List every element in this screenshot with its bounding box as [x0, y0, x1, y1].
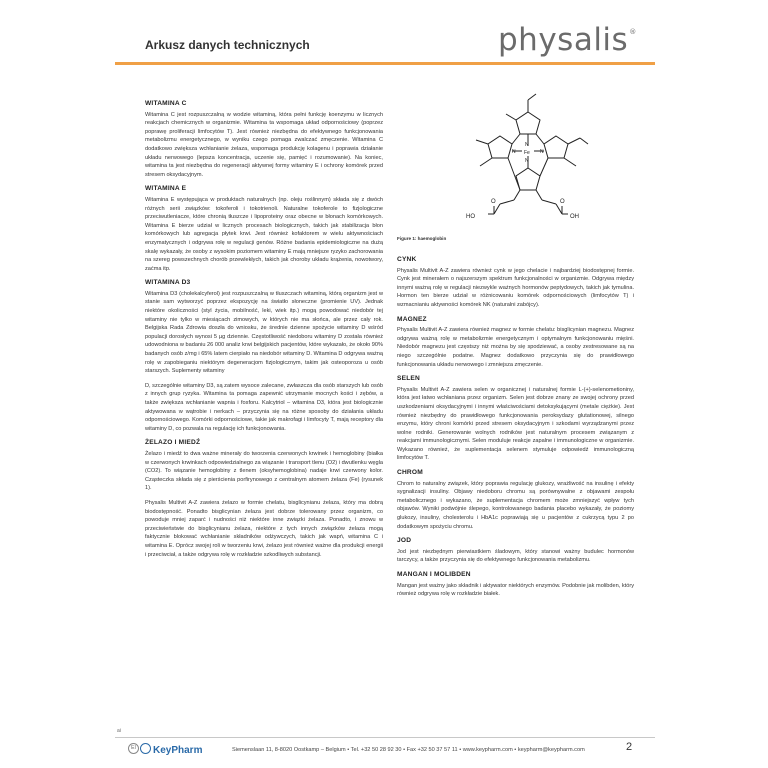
- pyrrole-ring-right: [544, 136, 568, 158]
- section-title: SELEN: [397, 375, 420, 383]
- physalis-logo: [498, 22, 637, 58]
- paragraph: Physalis Multivit A-Z zawiera również magnez w formie chelatu: bisglicynian magnezu. Magnez odgrywa ważną rolę w metabolizmie energetycznym i optymalnym funkcjonowaniu mięśni. Niedobór magnezu jest częstszy niż można by się spodziewać, a osoby zestresowane są na niego szczególnie podatne. Magnez dodatkowo przyczynia się do prawidłowego funkcjonowania układu nerwowego i zmniejsza zmęczenie.: [397, 327, 634, 368]
- keypharm-icon: [140, 743, 151, 754]
- footer-address: Siemenslaan 11, 8-8020 Oostkamp – Belgium • Tel. +32 50 28 92 30 • Fax +32 50 37 57 11 • www.keypharm.com • keypharm@keypharm.com: [232, 747, 585, 753]
- section-zinc: [397, 256, 634, 310]
- pyrrole-ring-bottom: [516, 168, 540, 190]
- section-vitamin-e: [145, 185, 383, 273]
- section-title: WITAMINA E: [145, 185, 187, 193]
- section-title: MANGAN I MOLIBDEN: [397, 571, 471, 578]
- section-title: MAGNEZ: [397, 315, 427, 323]
- page-number: 2: [626, 741, 633, 753]
- keypharm-brand-text: KeyPharm: [153, 745, 203, 756]
- paragraph: Mangan jest ważny jako składnik i aktywator niektórych enzymów. Podobnie jak molibden, który również odgrywa rolę w rozkładzie białek.: [397, 582, 634, 598]
- section-title: CHROM: [397, 469, 423, 477]
- atom-n-bottom: N: [525, 158, 529, 164]
- paragraph: Żelazo i miedź to dwa ważne minerały do tworzenia czerwonych krwinek i hemoglobiny (białka w czerwonych krwinkach odpowiedzialnego za wiązanie i transport tlenu (O2) i dwutlenku węgla (CO2). To wiązanie hemoglobiny z tlenem (oksyhemoglobina) nadaje krwi czerwony kolor. Cząsteczka składa się z pierścienia porfirynowego z centralnym atomem żelaza (Fe) (rysunek 1).: [145, 450, 383, 492]
- page-header-title: Arkusz danych technicznych: [145, 38, 310, 52]
- footer-rule: [115, 737, 655, 738]
- paragraph: Physalis Multivit A-Z zawiera selen w organicznej i naturalnej formie L-(+)-selenometioniny, która jest łatwo wchłaniana przez organizm. Selen jest dobrze znany ze swojej ochrony przed uszkodzeniami oksydacyjnymi i innymi właściwościami detoksykującymi (metale ciężkie). Jest również niezbędny do prawidłowego funkcjonowania peroksydazy glutationowej, silnego enzymu, który chroni komórki przed stresem oksydacyjnym i szkodami wyrządzanymi przez wolne rodniki. Generowanie wolnych rodników jest naturalnym procesem związanym z reakcjami immunologicznymi. Selen moduluje reakcje zapalne i immunologiczne w organizmie. Wykazano również, że suplementacja selenem stymuluje odpowiedź immunologiczną limfocytów T.: [397, 386, 634, 462]
- keypharm-logo: [140, 743, 202, 756]
- section-title: WITAMINA C: [145, 100, 187, 107]
- section-title: WITAMINA D3: [145, 279, 191, 287]
- section-vitamin-d3: [145, 279, 383, 433]
- paragraph: Witamina E występująca w produktach naturalnych (np. oleju roślinnym) składa się z dwóch różnych serii związków: tokoferoli i tokotrienoli. Naturalne tokoferole to fizjologiczne przeciwutleniacze, które chronią tłuszcze i lipoproteiny oraz obecne w błonach komórkowych. Witamina E bierze udział w licznych procesach biologicznych, takich jak stabilizacja błon komórkowych lub agregacja płytek krwi. Jest również kofaktorem w wielu aktywnościach enzymatycznych i odgrywa rolę w regulacji genów. Różne badania epidemiologiczne na dużą skalę wykazały, że osoby z wysokim poziomem witaminy E mają mniejsze ryzyko zachorowania na szereg powszechnych chorób przewlekłych, takich jak choroby układu krążenia, nowotwory, zaćma itp.: [145, 196, 383, 272]
- section-iron-copper: [145, 439, 383, 559]
- section-manganese-molybdenum: [397, 571, 634, 599]
- registered-mark: ®: [629, 28, 637, 36]
- section-magnesium: [397, 316, 634, 370]
- section-chromium: [397, 469, 634, 531]
- label-oh: OH: [570, 214, 579, 220]
- paragraph: Chrom to naturalny związek, który poprawia regulację glukozy, wrażliwość na insulinę i efekty sygnalizacji insuliny. Objawy niedoboru chromu są porównywalne z objawami zespołu metabolicznego i wykazano, że suplementacja chromem może zmniejszyć wpływ tych objawów. Wyniki podwójnie ślepego, kontrolowanego badania placebo wykazały, że poziomy glukozy, insuliny, cholesterolu i HbA1c poprawiają się u pacjentów z cukrzycą typu 2 po dodatkowym spożyciu chromu.: [397, 480, 634, 530]
- atom-n-top: N: [525, 142, 529, 148]
- logo-text: physalis: [498, 22, 629, 58]
- right-column: [397, 256, 634, 605]
- atom-fe: Fe: [524, 150, 530, 156]
- paragraph: Witamina C jest rozpuszczalną w wodzie witaminą, która pełni funkcję koenzymu w licznych reakcjach chemicznych w organizmie. Witamina ta wspomaga układ odpornościowy (poprzez poprawę proliferacji limfocytów T). Jest również niezbędna do efektywnego funkcjonowania metabolizmu energetycznego, w wyniku czego pomaga zwalczać zmęczenie. Witamina C dodatkowo zwiększa wchłanianie żelaza, wspomaga produkcję kolagenu i poprawia działanie układu nerwowego (lepsza koncentracja, uczenie się, pamięć i rozumowanie). Na koniec, witamina ta jest niezbędna do regeneracji aktywnej formy witaminy E i ochrony komórek przed stresem oksydacyjnym.: [145, 111, 383, 178]
- left-column: [145, 100, 383, 565]
- section-vitamin-c: [145, 100, 383, 179]
- section-title: JOD: [397, 537, 412, 545]
- pyrrole-ring-left: [488, 136, 512, 158]
- section-selenium: [397, 375, 634, 463]
- paragraph: D, szczególnie witaminy D3, są zatem wysoce zalecane, zwłaszcza dla osób starszych lub osób z innych grup ryzyka. Witamina ta pomaga zapewnić utrzymanie mocnych kości i zębów, a także zwiększa wchłanianie wapnia i fosforu. Kalcytriol – witamina D3, która jest biologicznie aktywowana w wątrobie i nerkach – przyczynia się na różne sposoby do działania układu odpornościowego. Komórki odpornościowe, takie jak makrofagi i limfocyty T, mają receptory dla witaminy D, co pozwala na regulację ich funkcjonowania.: [145, 382, 383, 432]
- paragraph: Physalis Multivit A-Z zawiera również cynk w jego chelacie i najbardziej biodostępnej formie. Cynk jest minerałem o najszerszym spektrum funkcjonalności w organizmie. Odgrywa między innymi ważną rolę w regulacji niezwykle ważnych hormonów peptydowych, takich jak tymulina. Hormon ten bierze udział w różnicowaniu komórek odpornościowych (limfocytów T) i wzmacnianiu aktywności komórek NK (naturalni zabójcy).: [397, 267, 634, 308]
- section-title: ŻELAZO I MIEDŹ: [145, 439, 201, 447]
- label-o-right: O: [560, 199, 565, 205]
- atom-n-right: N: [540, 149, 544, 155]
- side-mark: ai: [117, 728, 121, 734]
- figure-caption: Figure 1: haemoglobin: [397, 236, 447, 241]
- paragraph: Jod jest niezbędnym pierwiastkiem śladowym, który stanowi ważny budulec hormonów tarczycy, a także przyczynia się do efektywnego funkcjonowania metabolizmu.: [397, 548, 634, 564]
- atom-n-left: N: [512, 149, 516, 155]
- section-iodine: [397, 537, 634, 565]
- section-title: CYNK: [397, 256, 417, 263]
- certification-badge-icon: EI: [128, 743, 139, 754]
- pyrrole-ring-top: [516, 112, 540, 134]
- orange-header-rule: [115, 62, 655, 65]
- label-o-left: O: [491, 199, 496, 205]
- haemoglobin-structure-figure: [448, 90, 608, 220]
- paragraph: Witamina D3 (cholekalcyferol) jest rozpuszczalną w tłuszczach witaminą, którą organizm jest w stanie sam wytworzyć poprzez ekspozycję na światło słoneczne (promienie UV). Jednak niektóre okoliczności (styl życia, mobilność, leki, wiek itp.) mogą powodować niedobór tej witaminy nie tylko w miesiącach zimowych, w których nie ma słońca, ale przez cały rok. Belgijska Rada Zdrowia doszła do wniosku, że średnie dzienne spożycie witaminy D wśród populacji dorosłych wynosi 5 µg dziennie. Częstotliwość niedoboru witaminy D została również udowodniona w badaniu 26 000 analiz krwi belgijskich pacjentów, które wykazało, że około 90% badanych osób z/mg i 65% latem cierpiało na niedobór witaminy D. Witamina D odgrywa ważną rolę w zapobieganiu niektórym degeneracjom fizjologicznym, takim jak osteoporoza u osób starszych. Suplementy witaminy: [145, 290, 383, 375]
- paragraph: Physalis Multivit A-Z zawiera żelazo w formie chelatu, bisglicynianu żelaza, który ma dobrą biodostępność. Ponadto bisglicynian żelaza jest dobrze tolerowany przez organizm, co powoduje mniej zaparć i nudności niż niektóre inne związki żelaza. Ponadto, i znowu w przeciwieństwie do bisglicynianu żelaza, niektóre z tych innych związków żelaza mogą faktycznie blokować wchłanianie składników odżywczych, takich jak wapń, witamina C i witamina E. Oprócz swojej roli w tworzeniu krwi, żelazo jest również ważne dla produkcji energii i przeciwciał, a także odgrywa rolę w rozkładzie szkodliwych substancji.: [145, 499, 383, 558]
- label-ho: HO: [466, 214, 475, 220]
